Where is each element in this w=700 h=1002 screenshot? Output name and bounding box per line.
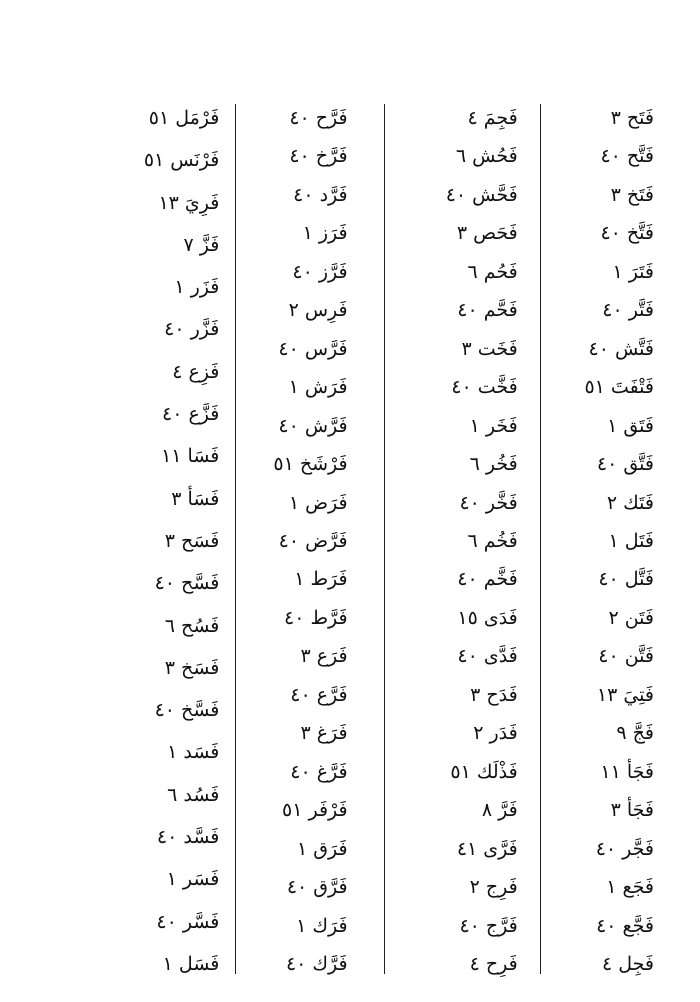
index-entry: فَزَّر ٤٠: [164, 318, 220, 341]
index-entry: فَرِيَ ١٣: [158, 191, 220, 214]
index-entry: فَخَّر ٤٠: [459, 491, 518, 514]
verb-index-columns: [120, 100, 672, 980]
index-entry: فَدَر ٢: [473, 722, 518, 745]
index-entry: فَتَرَ ١: [612, 260, 654, 283]
index-entry: فَخَر ١: [469, 414, 518, 437]
index-entry: فَرْشَخ ٥١: [273, 453, 348, 476]
index-entry: فَرَز ١: [302, 222, 348, 245]
index-entry: فَتَح ٣: [610, 107, 654, 129]
index-entry: فَخَّم ٤٠: [457, 568, 518, 591]
index-entry: فَجَّع ٤٠: [596, 914, 654, 937]
index-entry: فَدَى ١٥: [457, 606, 518, 629]
index-entry: فَرَّج ٤٠: [459, 914, 518, 937]
index-entry: فَرَّى ٤١: [456, 837, 518, 860]
index-entry: فَرْنَس ٥١: [143, 149, 220, 172]
index-entry: فَحُش ٦: [455, 145, 518, 168]
index-entry: فَسَّر ٤٠: [156, 910, 220, 933]
index-entry: فَجَّر ٤٠: [595, 837, 654, 860]
index-entry: فَرَغ ٣: [300, 722, 348, 745]
index-entry: فَتَّش ٤٠: [588, 337, 654, 360]
index-entry: فَذْلَك ٥١: [450, 760, 518, 783]
index-entry: فَدَّى ٤٠: [457, 645, 518, 668]
index-entry: فَسَح ٣: [164, 529, 220, 552]
index-entry: فَرْفَر ٥١: [282, 799, 348, 822]
index-entry: فَرَّز ٤٠: [292, 260, 348, 283]
index-entry: فَرَض ١: [288, 491, 348, 514]
index-entry: فَتَخ ٣: [610, 183, 654, 206]
column-3: [236, 100, 383, 980]
index-entry: فَزَّ ٧: [183, 233, 220, 256]
index-entry: فَتَن ٢: [608, 606, 654, 629]
index-entry: فَرَّع ٤٠: [290, 683, 348, 706]
index-entry: فَسُد ٦: [167, 783, 220, 806]
index-entry: فَجِل ٤: [602, 952, 654, 975]
index-entry: فَرَّخ ٤٠: [289, 145, 348, 168]
index-entry: فَرَّق ٤٠: [286, 876, 348, 899]
index-entry: فَجَأ ١١: [600, 760, 654, 783]
column-4: [120, 100, 235, 980]
index-entry: فَرَّغ ٤٠: [290, 760, 348, 783]
index-entry: فَسُح ٦: [164, 614, 220, 637]
index-entry: فَسَّخ ٤٠: [154, 699, 220, 722]
index-entry: فَرَع ٣: [300, 645, 348, 668]
index-entry: فَخُر ٦: [469, 453, 518, 476]
index-entry: فَرَّك ٤٠: [285, 952, 348, 975]
index-entry: فَجَأ ٣: [610, 799, 654, 822]
index-entry: فَرَش ١: [288, 376, 348, 399]
index-entry: فَجَع ١: [606, 876, 654, 899]
index-entry: فَرَّض ٤٠: [278, 529, 348, 552]
index-entry: فَدَح ٣: [470, 683, 518, 706]
index-entry: فَسَا ١١: [161, 445, 220, 468]
index-entry: فَجِمَ ٤: [467, 107, 518, 129]
index-entry: فَرَّش ٤٠: [278, 414, 348, 437]
index-entry: فَتَق ١: [607, 414, 654, 437]
index-entry: فَرَك ١: [296, 914, 348, 937]
index-entry: فَسَخ ٣: [164, 656, 220, 679]
index-entry: فَرَّد ٤٠: [293, 183, 348, 206]
index-entry: فَحَّم ٤٠: [457, 299, 518, 322]
index-entry: فَرِج ٢: [469, 876, 518, 899]
index-entry: فَزَّع ٤٠: [161, 403, 220, 426]
index-entry: فَتِيَ ١٣: [596, 683, 654, 706]
index-entry: فَرَّط ٤٠: [284, 606, 348, 629]
index-entry: فَتَك ٢: [606, 491, 654, 514]
index-entry: فَرَط ١: [294, 568, 348, 591]
index-entry: فَسَّد ٤٠: [156, 826, 220, 849]
index-entry: فَسَل ١: [162, 952, 220, 975]
index-entry: فَرَّس ٤٠: [278, 337, 348, 360]
index-entry: فَسَأ ٣: [171, 487, 220, 510]
index-entry: فَتَّن ٤٠: [598, 645, 654, 668]
index-entry: فَحُم ٦: [467, 260, 518, 283]
index-entry: فَتَّل ٤٠: [598, 568, 654, 591]
index-entry: فَتَل ١: [608, 529, 654, 552]
index-entry: فَرَّ ٨: [481, 799, 518, 822]
column-2: [385, 100, 540, 980]
index-entry: فَزَر ١: [174, 276, 220, 299]
index-entry: فَجَّ ٩: [616, 722, 654, 745]
index-entry: فَرِح ٤: [469, 952, 518, 975]
index-entry: فَتْفَتَ ٥١: [584, 376, 654, 399]
index-entry: فَتَّر ٤٠: [602, 299, 654, 322]
index-entry: فَتَّق ٤٠: [596, 453, 654, 476]
index-entry: فَرَّح ٤٠: [289, 107, 348, 129]
column-1: [541, 100, 672, 980]
index-entry: فَسَّح ٤٠: [154, 572, 220, 595]
index-entry: فَحَص ٣: [456, 222, 518, 245]
index-entry: فَزِع ٤: [172, 360, 220, 383]
index-entry: فَرْمَل ٥١: [148, 107, 220, 129]
index-entry: فَخَت ٣: [461, 337, 518, 360]
index-entry: فَسَر ١: [166, 868, 220, 891]
index-entry: فَرَق ١: [297, 837, 348, 860]
index-entry: فَتَّح ٤٠: [600, 145, 654, 168]
index-entry: فَتَّخ ٤٠: [600, 222, 654, 245]
index-entry: فَخَّت ٤٠: [451, 376, 518, 399]
index-entry: فَرِس ٢: [288, 299, 348, 322]
index-entry: فَحَّش ٤٠: [445, 183, 518, 206]
index-entry: فَخُم ٦: [467, 529, 518, 552]
index-entry: فَسَد ١: [167, 741, 220, 764]
